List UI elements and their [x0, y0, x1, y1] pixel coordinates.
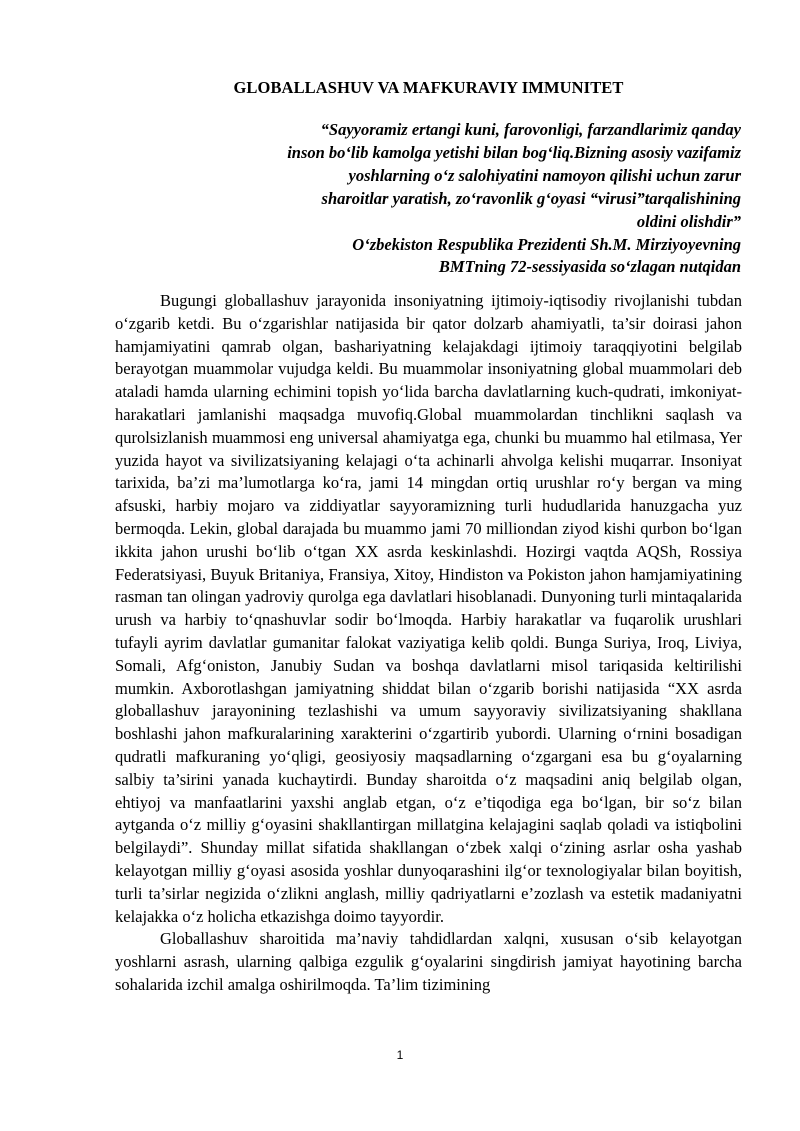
epigraph-source: BMTning 72-sessiyasida so‘zlagan nutqidan — [438, 257, 741, 277]
epigraph-line: inson bo‘lib kamolga yetishi bilan bog‘liq.Bizning asosiy vazifamiz — [287, 142, 741, 162]
epigraph-line: sharoitlar yaratish, zo‘ravonlik g‘oyasi “virusi”tarqalishining — [321, 188, 741, 208]
document-title: GLOBALLASHUV VA MAFKURAVIY IMMUNITET — [233, 78, 624, 97]
page-number: 1 — [396, 1048, 404, 1062]
epigraph-line: oldini olishdir” — [636, 211, 741, 231]
epigraph — [200, 119, 741, 279]
epigraph-attribution: O‘zbekiston Respublika Prezidenti Sh.M. Mirziyoyevning — [352, 234, 741, 254]
paragraph: Globallashuv sharoitida ma’naviy tahdidlardan xalqni, xususan o‘sib kelayotgan yoshlarni asrash, ularning qalbiga ezgulik g‘oyalarini singdirish jamiyat hayotining barcha sohalarida izchil amalga oshirilmoqda. Ta’lim tizimining — [115, 929, 742, 994]
epigraph-line: yoshlarning o‘z salohiyatini namoyon qilishi uchun zarur — [348, 165, 741, 185]
body-text — [115, 290, 742, 997]
epigraph-line: “Sayyoramiz ertangi kuni, farovonligi, farzandlarimiz qanday — [320, 120, 741, 139]
paragraph: Bugungi globallashuv jarayonida insoniyatning ijtimoiy-iqtisodiy rivojlanishi tubdan o‘zgarib ketdi. Bu o‘zgarishlar natijasida bir qator dolzarb ahamiyatli, ta’sir doirasi jahon hamjamiyatini qamrab olgan, bashariyatning kelajakdagi ijtimoiy taraqqiyotini belgilab berayotgan muammolar vujudga keldi. Bu muammolar insoniyatning global muammolari deb ataladi hamda ularning echimini topish yo‘lida barcha davlatlarning kuch-qudrati, imkoniyat-harakatlari jamlanishi maqsadga muvofiq.Global muammolardan tinchlikni saqlash va qurolsizlanish muammosi eng universal ahamiyatga ega, chunki bu muammo hal etilmasa, Yer yuzida hayot va sivilizatsiyaning kelajagi o‘ta achinarli ahvolga kelishi muqarrar. Insoniyat tarixida, ba’zi ma’lumotlarga ko‘ra, jami 14 mingdan ortiq urushlar ro‘y bergan va ming afsuski, harbiy mojaro va ziddiyatlar sayyoramizning turli hududlarida hanuzgacha yuz bermoqda. Lekin, global darajada bu muammo jami 70 milliondan ziyod kishi qurbon bo‘lgan ikkita jahon urushi bo‘lib o‘tgan XX asrda keskinlashdi. Hozirgi vaqtda AQSh, Rossiya Federatsiyasi, Buyuk Britaniya, Fransiya, Xitoy, Hindiston va Pokiston jahon hamjamiyatining rasman tan olingan yadroviy qurolga ega davlatlari hisoblanadi. Dunyoning turli mintaqalarida urush va harbiy to‘qnashuvlar sodir bo‘lmoqda. Harbiy harakatlar va fuqarolik urushlari tufayli ayrim davlatlar gumanitar falokat vaziyatiga kelib qoldi. Bunga Suriya, Iroq, Liviya, Somali, Afg‘oniston, Janubiy Sudan va boshqa davlatlarni misol tariqasida keltirilishi mumkin. Axborotlashgan jamiyatning shiddat bilan o‘zgarib borishi natijasida “XX asrda globallashuv jarayonining tezlashishi va umum sayyoraviy sivilizatsiyaning shakllana boshlashi jahon mafkuralarining xarakterini o‘zgartirib yubordi. Ularning o‘rnini bosadigan qudratli mafkuraning yo‘qligi, geosiyosiy maqsadlarning o‘zgargani esa bu g‘oyalarning salbiy ta’sirini yanada kuchaytirdi. Bunday sharoitda o‘z maqsadini aniq belgilab olgan, ehtiyoj va manfaatlarini yaxshi anglab etgan, o‘z e’tiqodiga ega bo‘lgan, bir so‘z bilan aytganda o‘z milliy g‘oyasini shakllantirgan millatgina kelajagini saqlab qoladi va istiqbolini belgilaydi”. Shunday millat sifatida shakllangan o‘zbek xalqi o‘zining asrlar osha yashab kelayotgan milliy g‘oyasi asosida yoshlar dunyoqarashini ilg‘or texnologiyalar bilan boyitish, turli ta’sirlar negizida o‘zlikni anglash, milliy qadriyatlarni e’zozlash va estetik madaniyatni kelajakka o‘z holicha etkazishga doimo tayyordir. — [115, 291, 742, 926]
